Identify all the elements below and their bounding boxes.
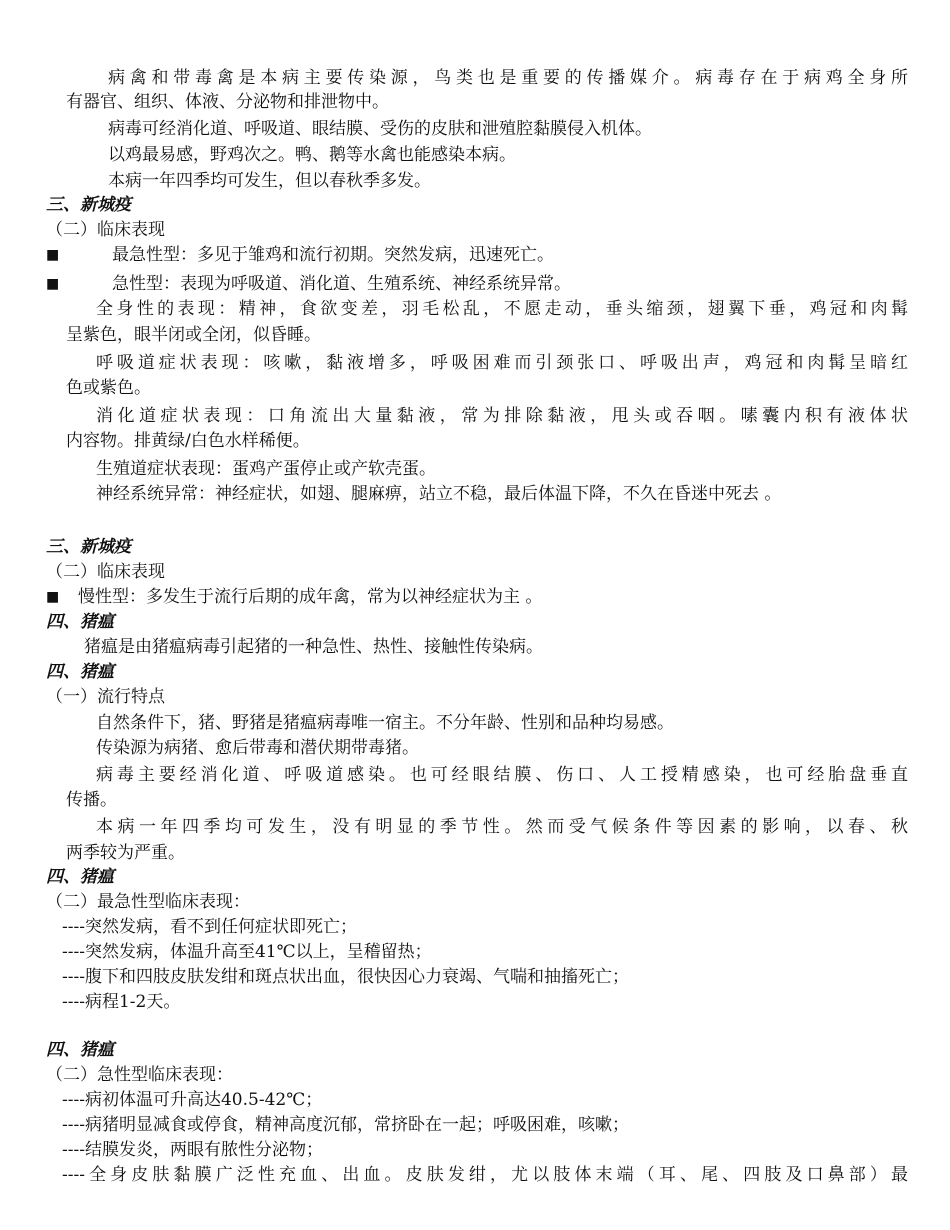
dash-list-item: ----全身皮肤黏膜广泛性充血、出血。皮肤发绀，尤以肢体末端（耳、尾、四肢及口鼻部）最 xyxy=(62,1165,908,1185)
paragraph-line: 全身性的表现：精神，食欲变差，羽毛松乱，不愿走动，垂头缩颈，翅翼下垂，鸡冠和肉髯 xyxy=(96,299,908,319)
bullet-square-icon: ■ xyxy=(46,589,60,605)
paragraph-line: 内容物。排黄绿/白色水样稀便。 xyxy=(66,431,310,451)
bullet-text: 最急性型：多见于雏鸡和流行初期。突然发病，迅速死亡。 xyxy=(112,245,554,265)
dash-list-item: ----突然发病，体温升高至41℃以上，呈稽留热； xyxy=(62,942,432,962)
dash-list-item: ----腹下和四肢皮肤发绀和斑点状出血，很快因心力衰竭、气喘和抽搐死亡； xyxy=(62,967,629,987)
bullet-text: 急性型：表现为呼吸道、消化道、生殖系统、神经系统异常。 xyxy=(112,274,571,294)
dash-list-item: ----病初体温可升高达40.5-42℃； xyxy=(62,1090,323,1110)
subsection-heading: （二）急性型临床表现： xyxy=(46,1065,233,1085)
paragraph-line: 神经系统异常：神经症状，如翅、腿麻痹，站立不稳，最后体温下降，不久在昏迷中死去 。 xyxy=(96,484,782,504)
paragraph-line: 生殖道症状表现：蛋鸡产蛋停止或产软壳蛋。 xyxy=(96,459,436,479)
section-heading: 四、猪瘟 xyxy=(46,867,114,887)
bullet-text: 慢性型：多发生于流行后期的成年禽，常为以神经症状为主 。 xyxy=(78,587,543,607)
paragraph-line: 传染源为病猪、愈后带毒和潜伏期带毒猪。 xyxy=(96,738,419,758)
paragraph-line: 本病一年四季均可发生，没有明显的季节性。然而受气候条件等因素的影响，以春、秋 xyxy=(96,817,908,837)
dash-list-item: ----病程1-2天。 xyxy=(62,992,181,1012)
paragraph-line: 本病一年四季均可发生，但以春秋季多发。 xyxy=(108,171,431,191)
paragraph-line: 呼吸道症状表现：咳嗽，黏液增多，呼吸困难而引颈张口、呼吸出声，鸡冠和肉髯呈暗红 xyxy=(96,353,908,373)
subsection-heading: （二）临床表现 xyxy=(46,562,165,582)
bullet-square-icon: ■ xyxy=(46,247,60,263)
paragraph-line: 消化道症状表现：口角流出大量黏液，常为排除黏液，甩头或吞咽。嗉囊内积有液体状 xyxy=(96,406,908,426)
subsection-heading: （二）临床表现 xyxy=(46,220,165,240)
section-heading: 四、猪瘟 xyxy=(46,1040,114,1060)
paragraph-line: 病毒可经消化道、呼吸道、眼结膜、受伤的皮肤和泄殖腔黏膜侵入机体。 xyxy=(108,119,652,139)
paragraph-line: 自然条件下，猪、野猪是猪瘟病毒唯一宿主。不分年龄、性别和品种均易感。 xyxy=(96,713,674,733)
paragraph-line: 呈紫色，眼半闭或全闭，似昏睡。 xyxy=(66,325,321,345)
subsection-heading: （一）流行特点 xyxy=(46,687,165,707)
dash-list-item: ----结膜发炎，两眼有脓性分泌物； xyxy=(62,1140,323,1160)
section-heading: 四、猪瘟 xyxy=(46,612,114,632)
paragraph-line: 两季较为严重。 xyxy=(66,843,185,863)
bullet-square-icon: ■ xyxy=(46,276,60,292)
dash-list-item: ----病猪明显减食或停食，精神高度沉郁，常挤卧在一起；呼吸困难，咳嗽； xyxy=(62,1115,629,1135)
section-heading: 三、新城疫 xyxy=(46,195,131,215)
subsection-heading: （二）最急性型临床表现： xyxy=(46,892,250,912)
section-heading: 三、新城疫 xyxy=(46,537,131,557)
paragraph-line: 猪瘟是由猪瘟病毒引起猪的一种急性、热性、接触性传染病。 xyxy=(84,637,543,657)
paragraph-line: 以鸡最易感，野鸡次之。鸭、鹅等水禽也能感染本病。 xyxy=(108,145,516,165)
paragraph-line: 病禽和带毒禽是本病主要传染源，鸟类也是重要的传播媒介。病毒存在于病鸡全身所 xyxy=(108,68,908,88)
paragraph-line: 传播。 xyxy=(66,790,117,810)
paragraph-line: 色或紫色。 xyxy=(66,378,151,398)
paragraph-line: 病毒主要经消化道、呼吸道感染。也可经眼结膜、伤口、人工授精感染，也可经胎盘垂直 xyxy=(96,765,908,785)
dash-list-item: ----突然发病，看不到任何症状即死亡； xyxy=(62,917,357,937)
section-heading: 四、猪瘟 xyxy=(46,662,114,682)
paragraph-line: 有器官、组织、体液、分泌物和排泄物中。 xyxy=(66,92,389,112)
